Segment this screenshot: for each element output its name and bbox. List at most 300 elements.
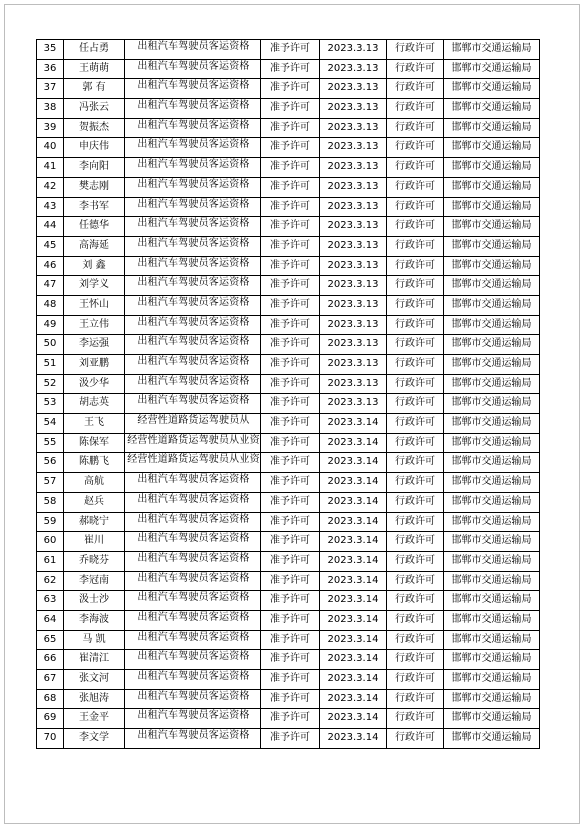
row-number-cell: [37, 650, 64, 670]
decision-date-cell: [320, 689, 387, 709]
permit-category-cell: [387, 138, 444, 158]
row-number: 57: [43, 476, 57, 488]
decision-type: 准予许可: [270, 161, 310, 173]
decision-date: 2023.3.13: [327, 200, 379, 212]
row-number: 40: [43, 141, 57, 153]
decision-date-cell: [320, 610, 387, 630]
permit-category-cell: [387, 217, 444, 237]
decision-type-cell: [261, 374, 320, 394]
permit-item-cell: [125, 610, 261, 630]
applicant-name: 崔清江: [79, 653, 109, 665]
applicant-name: 马 凯: [82, 633, 106, 645]
issuing-authority: 邯郸市交通运输局: [451, 732, 532, 744]
table-row: [37, 217, 540, 237]
decision-date-cell: [320, 591, 387, 611]
row-number: 38: [43, 102, 57, 114]
permit-category: 行政许可: [395, 358, 435, 369]
row-number-cell: [37, 374, 64, 394]
decision-type-cell: [261, 492, 320, 512]
decision-date: 2023.3.14: [327, 535, 379, 547]
permit-item-cell: [125, 276, 261, 296]
decision-date: 2023.3.13: [327, 102, 379, 114]
issuing-authority-cell: [444, 591, 540, 611]
table-row: [37, 630, 540, 650]
table-row: [37, 256, 540, 276]
row-number: 45: [43, 239, 57, 251]
permit-category-cell: [387, 394, 444, 414]
permit-category-cell: [387, 433, 444, 453]
issuing-authority: 邯郸市交通运输局: [451, 673, 532, 684]
table-row: [37, 138, 540, 158]
permit-item-cell: [125, 670, 261, 690]
applicant-name: 刘学义: [79, 279, 109, 291]
decision-type: 准予许可: [270, 417, 310, 429]
table-row: [37, 315, 540, 335]
decision-date: 2023.3.13: [327, 82, 379, 94]
decision-date-cell: [320, 414, 387, 434]
decision-date: 2023.3.14: [327, 594, 379, 606]
row-number: 44: [43, 220, 57, 232]
permit-category-cell: [387, 79, 444, 99]
row-number-cell: [37, 59, 64, 79]
decision-type: 准予许可: [270, 535, 310, 547]
permit-item-cell: [125, 59, 261, 79]
decision-date-cell: [320, 355, 387, 375]
applicant-name-cell: [64, 177, 125, 197]
permit-category: 行政许可: [395, 161, 435, 173]
permit-item-cell: [125, 355, 261, 375]
applicant-name: 李海波: [79, 613, 109, 625]
row-number-cell: [37, 394, 64, 414]
permit-item: 出租汽车驾驶员客运资格: [137, 237, 250, 249]
permit-category: 行政许可: [395, 613, 435, 625]
row-number: 35: [43, 43, 57, 54]
table-row: [37, 414, 540, 434]
row-number: 49: [43, 318, 57, 330]
row-number: 47: [43, 279, 57, 291]
decision-type-cell: [261, 276, 320, 296]
applicant-name-cell: [64, 532, 125, 552]
decision-type: 准予许可: [270, 318, 310, 330]
permit-item: 出租汽车驾驶员客运资格: [137, 139, 250, 151]
table-row: [37, 473, 540, 493]
issuing-authority-cell: [444, 492, 540, 512]
table-row: [37, 729, 540, 749]
permit-item-cell: [125, 197, 261, 217]
issuing-authority-cell: [444, 40, 540, 60]
permit-category: 行政许可: [395, 692, 435, 704]
decision-date-cell: [320, 99, 387, 119]
decision-date-cell: [320, 394, 387, 414]
decision-type-cell: [261, 512, 320, 532]
decision-date-cell: [320, 551, 387, 571]
issuing-authority-cell: [444, 689, 540, 709]
decision-type: 准予许可: [270, 436, 310, 448]
decision-type: 准予许可: [270, 43, 310, 54]
row-number-cell: [37, 473, 64, 493]
permit-item-cell: [125, 591, 261, 611]
applicant-name-cell: [64, 40, 125, 60]
permit-category: 行政许可: [395, 594, 435, 606]
permit-category-cell: [387, 591, 444, 611]
table-row: [37, 374, 540, 394]
applicant-name: 贺振杰: [79, 121, 109, 133]
permit-item: 出租汽车驾驶员客运资格: [137, 552, 250, 564]
table-row: [37, 394, 540, 414]
applicant-name-cell: [64, 355, 125, 375]
permit-item-cell: [125, 118, 261, 138]
issuing-authority-cell: [444, 729, 540, 749]
permit-category: 行政许可: [395, 417, 435, 429]
applicant-name-cell: [64, 512, 125, 532]
decision-date: 2023.3.14: [327, 554, 379, 566]
applicant-name-cell: [64, 453, 125, 473]
decision-type-cell: [261, 551, 320, 571]
decision-type-cell: [261, 473, 320, 493]
decision-date: 2023.3.14: [327, 476, 379, 488]
permit-category-cell: [387, 414, 444, 434]
applicant-name-cell: [64, 335, 125, 355]
decision-date-cell: [320, 315, 387, 335]
issuing-authority: 邯郸市交通运输局: [451, 515, 532, 527]
permit-category-cell: [387, 59, 444, 79]
applicant-name: 李向阳: [79, 161, 109, 173]
applicant-name-cell: [64, 138, 125, 158]
permit-item: 出租汽车驾驶员客运资格: [137, 41, 250, 52]
table-row: [37, 453, 540, 473]
applicant-name-cell: [64, 630, 125, 650]
decision-date-cell: [320, 374, 387, 394]
row-number: 64: [43, 613, 57, 625]
permit-item-cell: [125, 295, 261, 315]
applicant-name: 郭 有: [82, 82, 106, 94]
decision-type-cell: [261, 591, 320, 611]
applicant-name-cell: [64, 79, 125, 99]
row-number-cell: [37, 256, 64, 276]
row-number: 61: [43, 554, 57, 566]
permit-category-cell: [387, 276, 444, 296]
row-number: 42: [43, 180, 57, 192]
decision-date-cell: [320, 650, 387, 670]
decision-date: 2023.3.14: [327, 712, 379, 724]
applicant-name-cell: [64, 315, 125, 335]
permit-category: 行政许可: [395, 279, 435, 291]
row-number-cell: [37, 610, 64, 630]
permit-item-cell: [125, 217, 261, 237]
row-number-cell: [37, 689, 64, 709]
permit-category-cell: [387, 729, 444, 749]
table-row: [37, 118, 540, 138]
row-number-cell: [37, 158, 64, 178]
applicant-name: 李冠南: [79, 574, 109, 586]
permit-category-cell: [387, 118, 444, 138]
decision-type: 准予许可: [270, 613, 310, 625]
table-row: [37, 709, 540, 729]
permit-category: 行政许可: [395, 259, 435, 271]
permit-item-cell: [125, 315, 261, 335]
row-number: 70: [43, 732, 57, 744]
issuing-authority-cell: [444, 453, 540, 473]
applicant-name-cell: [64, 118, 125, 138]
decision-date: 2023.3.13: [327, 62, 379, 74]
decision-type: 准予许可: [270, 82, 310, 94]
issuing-authority: 邯郸市交通运输局: [451, 613, 532, 625]
decision-type-cell: [261, 158, 320, 178]
applicant-name-cell: [64, 610, 125, 630]
decision-type: 准予许可: [270, 515, 310, 527]
permit-item: 出租汽车驾驶员客运资格: [137, 336, 250, 348]
permit-item-cell: [125, 473, 261, 493]
row-number-cell: [37, 630, 64, 650]
permit-category: 行政许可: [395, 456, 435, 468]
decision-type-cell: [261, 335, 320, 355]
applicant-name: 张旭涛: [79, 692, 109, 704]
permit-item-cell: [125, 630, 261, 650]
decision-date: 2023.3.14: [327, 515, 379, 527]
applicant-name-cell: [64, 414, 125, 434]
applicant-name: 张文河: [79, 673, 109, 684]
decision-date: 2023.3.13: [327, 298, 379, 310]
issuing-authority: 邯郸市交通运输局: [451, 358, 532, 369]
issuing-authority: 邯郸市交通运输局: [451, 436, 532, 448]
applicant-name: 汲少华: [79, 377, 109, 389]
applicant-name-cell: [64, 571, 125, 591]
table-row: [37, 295, 540, 315]
row-number: 55: [43, 436, 57, 448]
permit-category-cell: [387, 532, 444, 552]
row-number-cell: [37, 551, 64, 571]
permit-category: 行政许可: [395, 653, 435, 665]
decision-type-cell: [261, 236, 320, 256]
applicant-name: 王怀山: [79, 298, 109, 310]
decision-date-cell: [320, 729, 387, 749]
permit-category-cell: [387, 571, 444, 591]
decision-type-cell: [261, 59, 320, 79]
row-number-cell: [37, 433, 64, 453]
permit-category: 行政许可: [395, 712, 435, 724]
issuing-authority: 邯郸市交通运输局: [451, 200, 532, 212]
issuing-authority-cell: [444, 236, 540, 256]
issuing-authority: 邯郸市交通运输局: [451, 594, 532, 606]
issuing-authority-cell: [444, 197, 540, 217]
issuing-authority-cell: [444, 118, 540, 138]
decision-date: 2023.3.14: [327, 673, 379, 684]
permit-category: 行政许可: [395, 377, 435, 389]
applicant-name-cell: [64, 99, 125, 119]
permit-category: 行政许可: [395, 318, 435, 330]
applicant-name: 王立伟: [79, 318, 109, 330]
issuing-authority-cell: [444, 394, 540, 414]
applicant-name-cell: [64, 492, 125, 512]
table-row: [37, 158, 540, 178]
decision-type: 准予许可: [270, 62, 310, 74]
permit-item: 出租汽车驾驶员客运资格: [137, 296, 250, 308]
permit-item: 出租汽车驾驶员客运资格: [137, 159, 250, 171]
applicant-name: 王飞: [84, 417, 104, 429]
applicant-name-cell: [64, 729, 125, 749]
permit-item-cell: [125, 335, 261, 355]
applicant-name-cell: [64, 236, 125, 256]
decision-date-cell: [320, 709, 387, 729]
issuing-authority-cell: [444, 99, 540, 119]
decision-type-cell: [261, 79, 320, 99]
permit-category-cell: [387, 709, 444, 729]
row-number-cell: [37, 532, 64, 552]
decision-type-cell: [261, 99, 320, 119]
row-number-cell: [37, 355, 64, 375]
permit-category-cell: [387, 158, 444, 178]
row-number: 56: [43, 456, 57, 468]
decision-date: 2023.3.13: [327, 338, 379, 350]
issuing-authority: 邯郸市交通运输局: [451, 102, 532, 114]
decision-type-cell: [261, 177, 320, 197]
decision-date-cell: [320, 217, 387, 237]
row-number-cell: [37, 709, 64, 729]
decision-date: 2023.3.14: [327, 495, 379, 507]
permit-item-cell: [125, 256, 261, 276]
permit-item-cell: [125, 532, 261, 552]
row-number-cell: [37, 197, 64, 217]
permit-item: 出租汽车驾驶员客运资格: [137, 257, 250, 269]
applicant-name: 刘 鑫: [82, 259, 106, 271]
applicant-name: 王金平: [79, 712, 109, 724]
decision-date-cell: [320, 177, 387, 197]
decision-date-cell: [320, 453, 387, 473]
decision-type-cell: [261, 197, 320, 217]
decision-type: 准予许可: [270, 712, 310, 724]
table-row: [37, 355, 540, 375]
permit-item: 出租汽车驾驶员客运资格: [137, 651, 250, 663]
decision-type: 准予许可: [270, 456, 310, 468]
decision-date: 2023.3.13: [327, 279, 379, 291]
permit-item-cell: [125, 394, 261, 414]
issuing-authority-cell: [444, 414, 540, 434]
row-number: 59: [43, 515, 57, 527]
applicant-name: 任德华: [79, 220, 109, 232]
table-row: [37, 335, 540, 355]
permit-table: [36, 39, 540, 749]
decision-type-cell: [261, 394, 320, 414]
table-row: [37, 40, 540, 60]
row-number-cell: [37, 40, 64, 60]
permit-item-cell: [125, 374, 261, 394]
permit-category-cell: [387, 453, 444, 473]
decision-type-cell: [261, 217, 320, 237]
permit-category: 行政许可: [395, 200, 435, 212]
row-number-cell: [37, 591, 64, 611]
permit-item: 出租汽车驾驶员客运资格: [137, 513, 250, 525]
decision-type: 准予许可: [270, 259, 310, 271]
decision-date-cell: [320, 158, 387, 178]
table-row: [37, 197, 540, 217]
applicant-name-cell: [64, 295, 125, 315]
decision-type-cell: [261, 650, 320, 670]
permit-item: 出租汽车驾驶员客运资格: [137, 671, 250, 682]
table-row: [37, 177, 540, 197]
decision-date-cell: [320, 335, 387, 355]
issuing-authority: 邯郸市交通运输局: [451, 141, 532, 153]
decision-type: 准予许可: [270, 298, 310, 310]
issuing-authority: 邯郸市交通运输局: [451, 633, 532, 645]
issuing-authority-cell: [444, 630, 540, 650]
permit-item-cell: [125, 729, 261, 749]
row-number-cell: [37, 276, 64, 296]
permit-category: 行政许可: [395, 180, 435, 192]
row-number: 65: [43, 633, 57, 645]
decision-type: 准予许可: [270, 200, 310, 212]
issuing-authority-cell: [444, 276, 540, 296]
applicant-name-cell: [64, 670, 125, 690]
permit-item-cell: [125, 99, 261, 119]
table-row: [37, 512, 540, 532]
row-number-cell: [37, 99, 64, 119]
decision-date: 2023.3.14: [327, 692, 379, 704]
table-row: [37, 79, 540, 99]
applicant-name: 崔川: [84, 535, 104, 547]
permit-category: 行政许可: [395, 239, 435, 251]
decision-date-cell: [320, 433, 387, 453]
permit-item: 出租汽车驾驶员客运资格: [137, 178, 250, 190]
decision-date-cell: [320, 40, 387, 60]
decision-date: 2023.3.13: [327, 259, 379, 271]
table-row: [37, 650, 540, 670]
row-number: 39: [43, 121, 57, 133]
decision-type-cell: [261, 414, 320, 434]
permit-item-cell: [125, 79, 261, 99]
decision-date-cell: [320, 571, 387, 591]
row-number: 52: [43, 377, 57, 389]
decision-date: 2023.3.14: [327, 613, 379, 625]
issuing-authority-cell: [444, 374, 540, 394]
issuing-authority-cell: [444, 355, 540, 375]
row-number: 58: [43, 495, 57, 507]
applicant-name-cell: [64, 650, 125, 670]
row-number: 60: [43, 535, 57, 547]
row-number: 69: [43, 712, 57, 724]
issuing-authority: 邯郸市交通运输局: [451, 377, 532, 389]
permit-category-cell: [387, 551, 444, 571]
applicant-name: 冯张云: [79, 102, 109, 114]
permit-category: 行政许可: [395, 574, 435, 586]
applicant-name: 王萌萌: [79, 62, 109, 74]
permit-item: 出租汽车驾驶员客运资格: [137, 611, 250, 623]
decision-date: 2023.3.14: [327, 633, 379, 645]
issuing-authority: 邯郸市交通运输局: [451, 338, 532, 350]
table-row: [37, 551, 540, 571]
permit-category-cell: [387, 335, 444, 355]
issuing-authority: 邯郸市交通运输局: [451, 82, 532, 94]
issuing-authority: 邯郸市交通运输局: [451, 712, 532, 724]
permit-item: 出租汽车驾驶员客运资格: [137, 474, 250, 486]
issuing-authority: 邯郸市交通运输局: [451, 298, 532, 310]
applicant-name: 李运强: [79, 338, 109, 350]
permit-category: 行政许可: [395, 535, 435, 547]
table-row: [37, 532, 540, 552]
decision-type-cell: [261, 670, 320, 690]
row-number: 48: [43, 298, 57, 310]
decision-date-cell: [320, 118, 387, 138]
issuing-authority: 邯郸市交通运输局: [451, 495, 532, 507]
issuing-authority: 邯郸市交通运输局: [451, 397, 532, 409]
row-number-cell: [37, 335, 64, 355]
decision-date: 2023.3.13: [327, 318, 379, 330]
issuing-authority: 邯郸市交通运输局: [451, 456, 532, 468]
issuing-authority-cell: [444, 610, 540, 630]
applicant-name: 刘亚鹏: [79, 358, 109, 369]
applicant-name: 赵兵: [84, 495, 104, 507]
permit-category-cell: [387, 374, 444, 394]
row-number-cell: [37, 177, 64, 197]
